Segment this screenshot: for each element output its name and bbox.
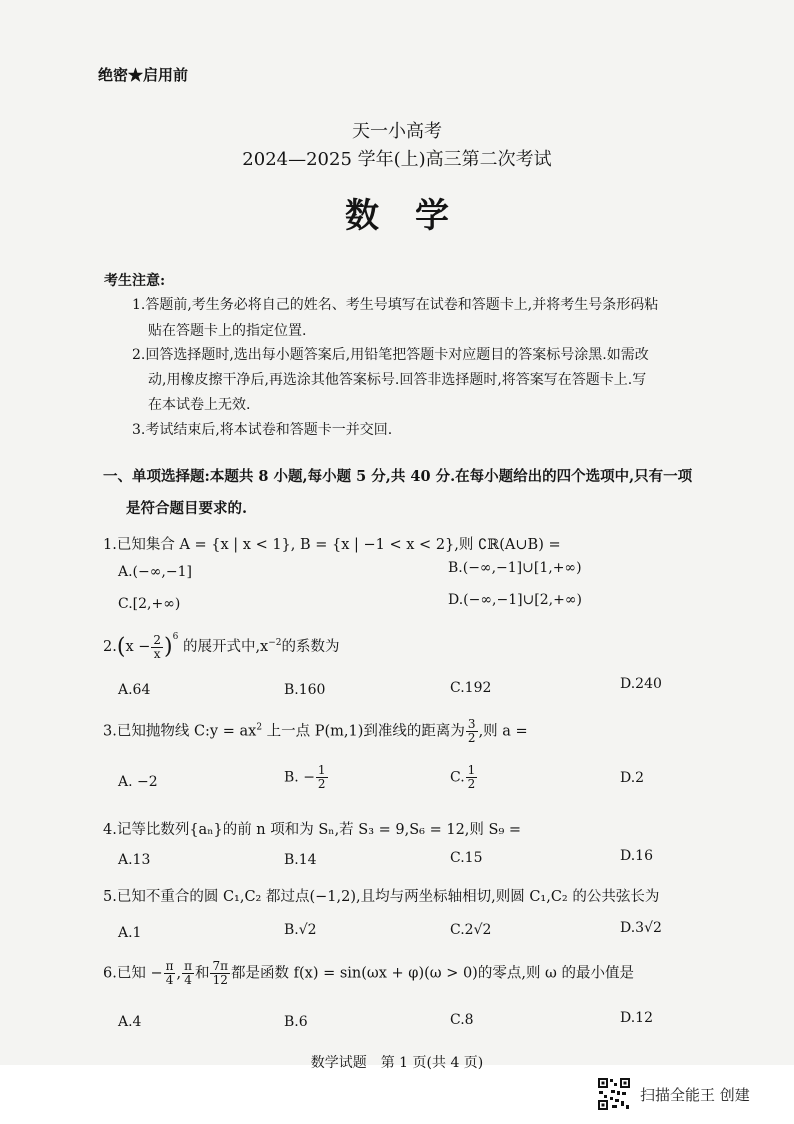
question-6-stem: 6.已知 − $\frac{\pi}{4}$ , $\frac{\pi}{4}$ 和 $\frac{7\pi}{12}$ 都是函数 f(x) = sin(ωx + φ)(ω > 0)的零点,则 ω 的最小值是 (103, 959, 634, 987)
option-a: A.4 (118, 1014, 142, 1030)
option-d: D.3√2 (620, 920, 662, 936)
option-a: A.(−∞,−1] (118, 564, 192, 580)
notice-heading: 考生注意: (104, 273, 166, 289)
exam-organizer: 天一小高考 (352, 121, 442, 142)
section-heading-cont: 是符合题目要求的. (126, 500, 248, 517)
option-c: C.192 (450, 680, 492, 696)
subject-title: 数学 (345, 196, 485, 236)
section-heading: 一、单项选择题:本题共 8 小题,每小题 5 分,共 40 分.在每小题给出的四个选项中,只有一项 (103, 468, 693, 485)
option-b: B.160 (284, 682, 326, 698)
option-a: A. −2 (118, 774, 158, 790)
page-footer: 数学试题 第 1 页(共 4 页) (310, 1055, 484, 1071)
option-d: D.240 (620, 676, 662, 692)
confidential-label: 绝密★启用前 (98, 66, 189, 84)
option-c: C.[2,+∞) (118, 596, 181, 612)
question-5-stem: 5.已知不重合的圆 C₁,C₂ 都过点(−1,2),且均与两坐标轴相切,则圆 C₁,C₂ 的公共弦长为 (103, 889, 660, 905)
option-b: B.(−∞,−1]∪[1,+∞) (448, 560, 582, 576)
option-b: B. − $\frac{1}{2}$ (284, 763, 326, 791)
fraction: $\frac{2}{x}$ (153, 632, 162, 661)
option-a: A.1 (118, 925, 142, 941)
notice-line: 2.回答选择题时,选出每小题答案后,用铅笔把答题卡对应题目的答案标号涂黑.如需改 (132, 347, 649, 363)
option-d: D.12 (620, 1010, 653, 1026)
option-b: B.6 (284, 1014, 308, 1030)
question-4-stem: 4.记等比数列{aₙ}的前 n 项和为 Sₙ,若 S₃ = 9,S₆ = 12,则 S₉ = (103, 822, 522, 838)
option-c: C. $\frac{1}{2}$ (450, 763, 476, 791)
option-d: D.(−∞,−1]∪[2,+∞) (448, 592, 582, 608)
question-2-stem: 2.(x − $\frac{2}{x}$ )$^6$ 的展开式中$,x^{-2}$的系数为 (103, 632, 340, 661)
notice-line: 3.考试结束后,将本试卷和答题卡一并交回. (132, 422, 393, 438)
exam-title: 2024—2025 学年(上)高三第二次考试 (242, 149, 552, 170)
option-c: C.8 (450, 1012, 474, 1028)
notice-line: 在本试卷上无效. (148, 397, 251, 413)
fraction: $\frac{3}{2}$ (467, 717, 476, 745)
qr-code-icon (597, 1077, 631, 1111)
option-c: C.15 (450, 850, 483, 866)
notice-line: 动,用橡皮擦干净后,再选涂其他答案标号.回答非选择题时,将答案写在答题卡上.写 (148, 372, 647, 388)
question-1-stem: 1.已知集合 A = {x | x < 1}, B = {x | −1 < x < 2},则 ∁ℝ(A∪B) = (103, 537, 561, 553)
option-d: D.2 (620, 770, 645, 786)
notice-line: 1.答题前,考生务必将自己的姓名、考生号填写在试卷和答题卡上,并将考生号条形码粘 (132, 297, 659, 313)
option-d: D.16 (620, 848, 653, 864)
option-b: B.14 (284, 852, 317, 868)
option-c: C.2√2 (450, 922, 492, 938)
option-a: A.64 (118, 682, 151, 698)
question-3-stem: 3.已知抛物线 C:y = $ax^2$ 上一点 P(m,1)到准线的距离为 $\frac{3}{2}$ ,则 a = (103, 717, 528, 745)
option-a: A.13 (118, 852, 151, 868)
scanner-watermark: 扫描全能王 创建 (640, 1086, 750, 1104)
option-b: B.√2 (284, 922, 317, 938)
notice-line: 贴在答题卡上的指定位置. (148, 323, 307, 339)
